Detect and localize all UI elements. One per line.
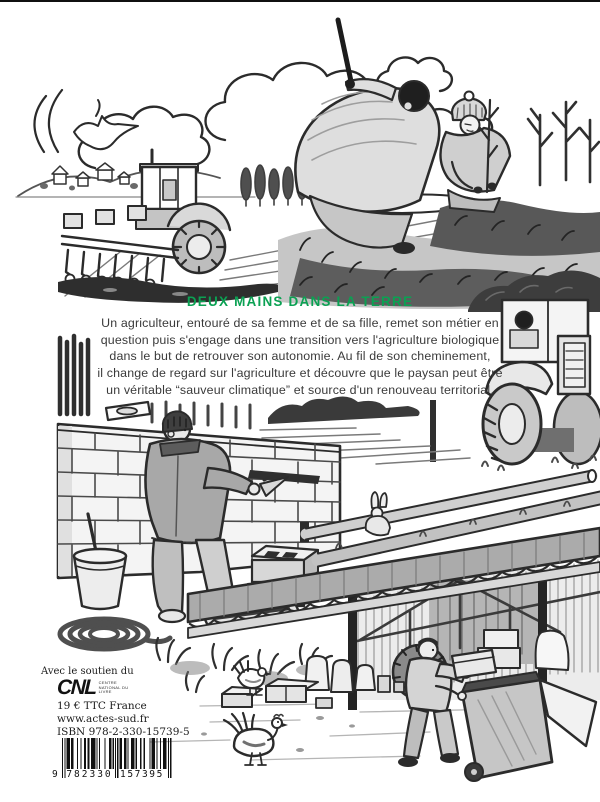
isbn-text: ISBN 978-2-330-15739-5 (57, 726, 190, 738)
publisher-website: www.actes-sud.fr (57, 713, 149, 725)
village-on-hill (16, 163, 255, 197)
synopsis-line: il change de regard sur l'agriculture et découvre que le paysan peut être (97, 366, 503, 381)
barcode-digit-first: 9 (52, 769, 61, 780)
price-text: 19 € TTC France (57, 700, 147, 712)
couple-planting-saplings (278, 20, 600, 309)
cnl-support-text: Avec le soutien du (41, 666, 134, 677)
man-loading-wheeled-bin (398, 630, 596, 781)
synopsis-line: question puis s'engage dans une transition vers l'agriculture biologique (100, 332, 500, 347)
book-title: DEUX MAINS DANS LA TERRE (186, 294, 414, 309)
synopsis-line: dans le but de retrouver son autonomie. Au fil de son cheminement, (109, 349, 491, 364)
synopsis-paragraph (0, 315, 600, 399)
cnl-full-name: CENTRE NATIONAL DU LIVRE (98, 680, 129, 694)
barcode-digits-right: 157395 (120, 769, 164, 780)
synopsis-line: un véritable “sauveur climatique” et source d'un renouveau territorial. (106, 382, 494, 397)
barcode-digits-left: 782330 (66, 769, 113, 780)
synopsis-line: Un agriculteur, entouré de sa femme et de sa fille, remet son métier en (101, 316, 499, 330)
cnl-acronym: CNL (56, 676, 97, 699)
